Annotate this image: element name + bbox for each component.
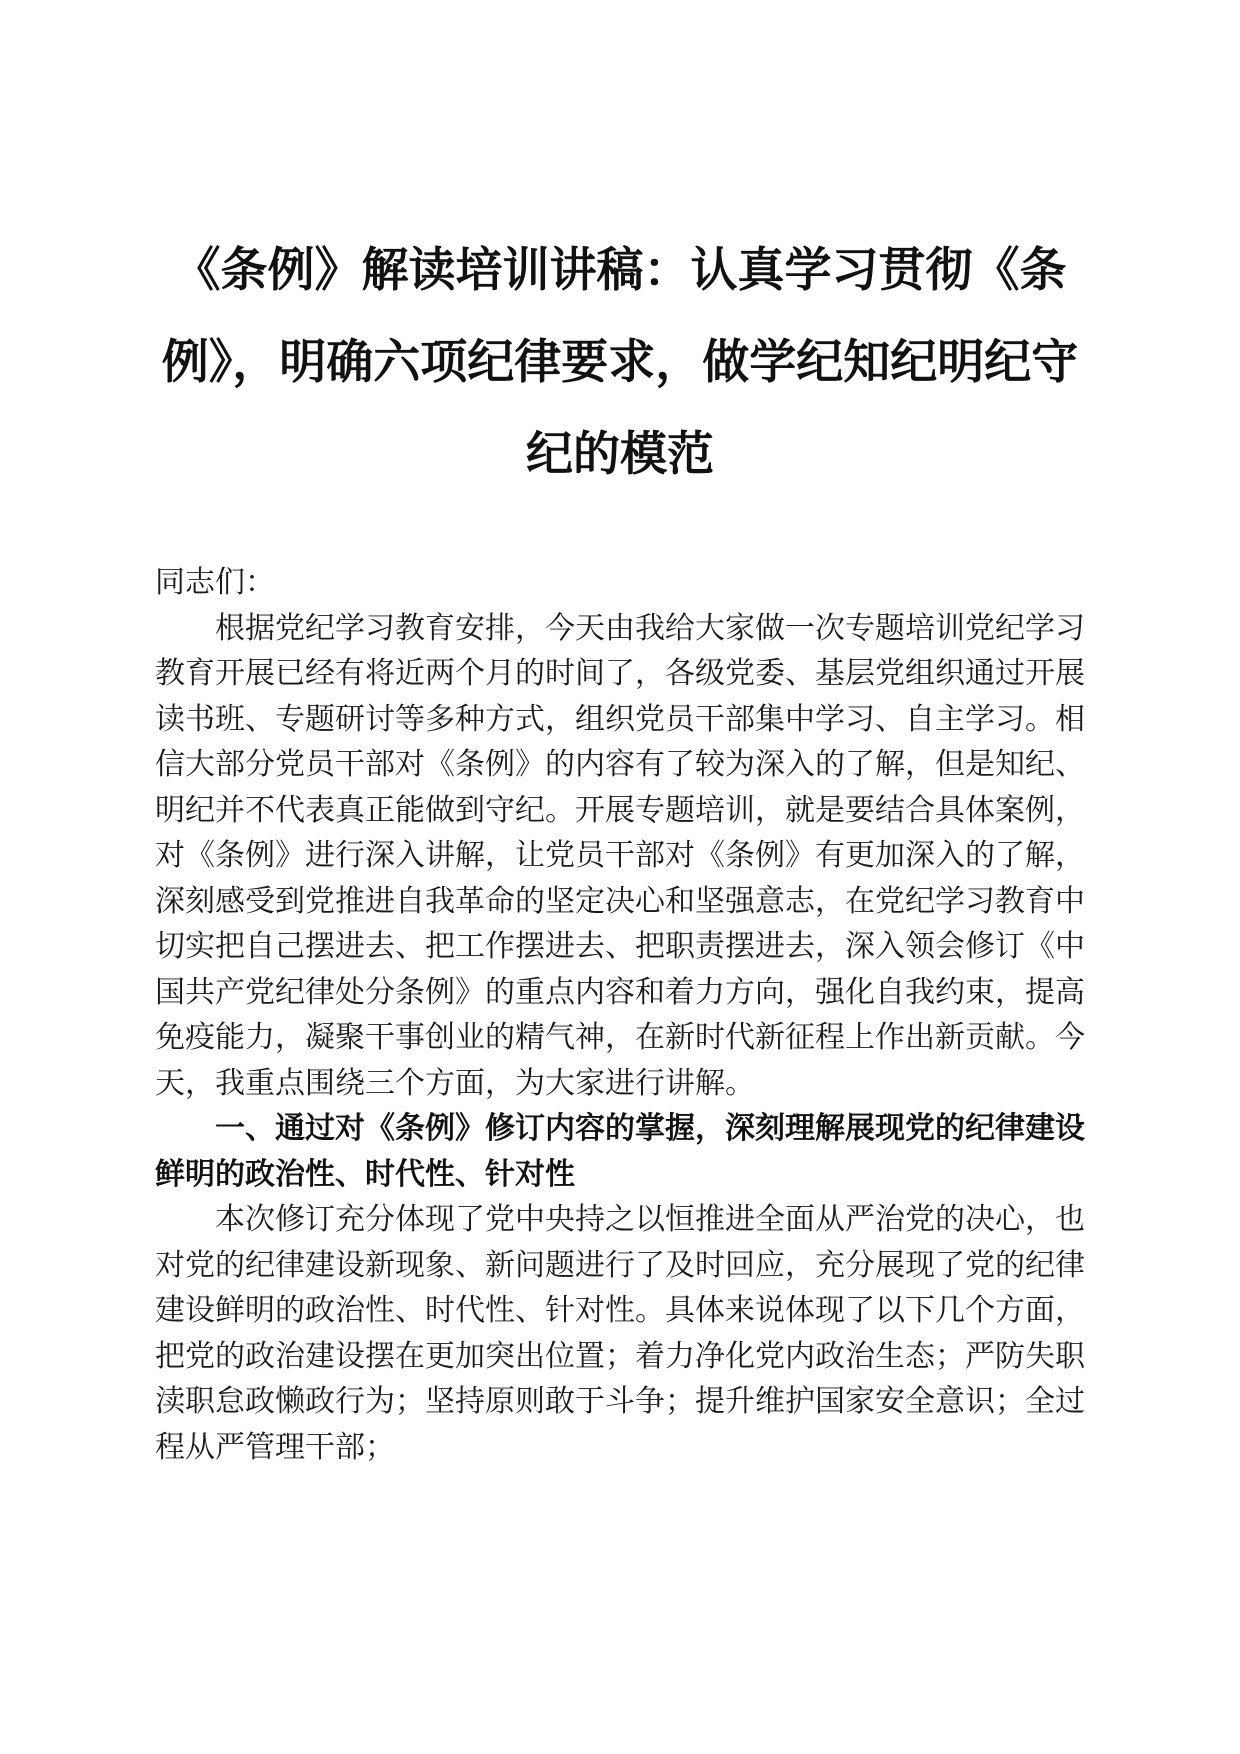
document-body bbox=[155, 560, 1085, 1470]
section-heading: 一、通过对《条例》修订内容的掌握，深刻理解展现党的纪律建设鲜明的政治性、时代性、针对性 bbox=[155, 1111, 1085, 1192]
salutation: 同志们： bbox=[155, 565, 275, 600]
section-paragraph: 本次修订充分体现了党中央持之以恒推进全面从严治党的决心，也对党的纪律建设新现象、新问题进行了及时回应，充分展现了党的纪律建设鲜明的政治性、时代性、针对性。具体来说体现了以下几个方面，把党的政治建设摆在更加突出位置；着力净化党内政治生态；严防失职渎职怠政懒政行为；坚持原则敢于斗争；提升维护国家安全意识；全过程从严管理干部； bbox=[155, 1202, 1085, 1465]
document-title: 《条例》解读培训讲稿：认真学习贯彻《条例》，明确六项纪律要求，做学纪知纪明纪守纪的模范 bbox=[161, 243, 1079, 482]
intro-paragraph: 根据党纪学习教育安排，今天由我给大家做一次专题培训党纪学习教育开展已经有将近两个月的时间了，各级党委、基层党组织通过开展读书班、专题研讨等多种方式，组织党员干部集中学习、自主学习。相信大部分党员干部对《条例》的内容有了较为深入的了解，但是知纪、明纪并不代表真正能做到守纪。开展专题培训，就是要结合具体案例，对《条例》进行深入讲解，让党员干部对《条例》有更加深入的了解，深刻感受到党推进自我革命的坚定决心和坚强意志，在党纪学习教育中切实把自己摆进去、把工作摆进去、把职责摆进去，深入领会修订《中国共产党纪律处分条例》的重点内容和着力方向，强化自我约束，提高免疫能力，凝聚干事创业的精气神，在新时代新征程上作出新贡献。今天，我重点围绕三个方面，为大家进行讲解。 bbox=[155, 610, 1085, 1101]
